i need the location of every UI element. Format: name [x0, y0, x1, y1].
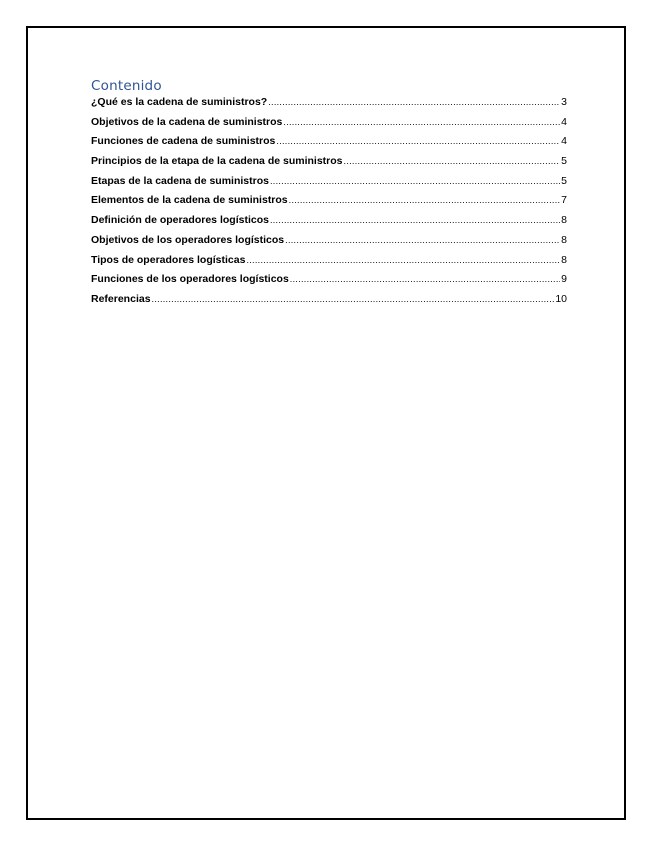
toc-entry-label: Referencias — [91, 292, 151, 305]
toc-entry[interactable] — [91, 194, 567, 214]
toc-page-number: 5 — [561, 174, 567, 187]
toc-entry[interactable] — [91, 175, 567, 195]
toc-heading: Contenido — [91, 78, 162, 94]
toc-entry[interactable] — [91, 293, 567, 313]
toc-entry[interactable] — [91, 135, 567, 155]
toc-entry-label: ¿Qué es la cadena de suministros? — [91, 96, 268, 108]
toc-page-number: 5 — [561, 155, 567, 168]
toc-dot-leader — [268, 97, 560, 107]
toc-page-number: 8 — [561, 214, 567, 227]
toc-page-number: 3 — [561, 96, 567, 108]
toc-dot-leader — [152, 294, 555, 304]
toc-entry[interactable] — [91, 214, 567, 234]
toc-entry-label: Objetivos de la cadena de suministros — [91, 115, 283, 128]
toc-entry-label: Definición de operadores logísticos — [91, 214, 269, 227]
toc-entry-label: Principios de la etapa de la cadena de suministros — [91, 155, 343, 168]
toc-dot-leader — [285, 235, 560, 245]
toc-dot-leader — [276, 136, 560, 146]
toc-dot-leader — [344, 156, 561, 166]
toc-entry[interactable] — [91, 155, 567, 175]
toc-entry-label: Etapas de la cadena de suministros — [91, 174, 269, 187]
toc-page-number: 10 — [555, 292, 567, 305]
toc-entry[interactable] — [91, 234, 567, 254]
toc-entry[interactable] — [91, 96, 567, 116]
toc-entry[interactable] — [91, 254, 567, 274]
toc-page-number: 7 — [561, 194, 567, 207]
toc-dot-leader — [246, 255, 560, 265]
toc-entry-label: Tipos de operadores logísticas — [91, 253, 246, 266]
toc-entry[interactable] — [91, 116, 567, 136]
toc-entry-label: Funciones de los operadores logísticos — [91, 273, 289, 286]
table-of-contents — [91, 96, 567, 313]
toc-page-number: 8 — [561, 233, 567, 246]
document-page — [26, 26, 626, 820]
toc-page-number: 8 — [561, 253, 567, 266]
toc-dot-leader — [289, 195, 561, 205]
toc-entry-label: Elementos de la cadena de suministros — [91, 194, 288, 207]
toc-page-number: 4 — [561, 135, 567, 148]
toc-entry-label: Funciones de cadena de suministros — [91, 135, 276, 148]
toc-entry[interactable] — [91, 273, 567, 293]
toc-entry-label: Objetivos de los operadores logísticos — [91, 233, 285, 246]
toc-page-number: 9 — [561, 273, 567, 286]
toc-dot-leader — [270, 215, 560, 225]
toc-dot-leader — [283, 117, 560, 127]
toc-dot-leader — [270, 176, 560, 186]
toc-dot-leader — [290, 274, 560, 284]
toc-page-number: 4 — [561, 115, 567, 128]
